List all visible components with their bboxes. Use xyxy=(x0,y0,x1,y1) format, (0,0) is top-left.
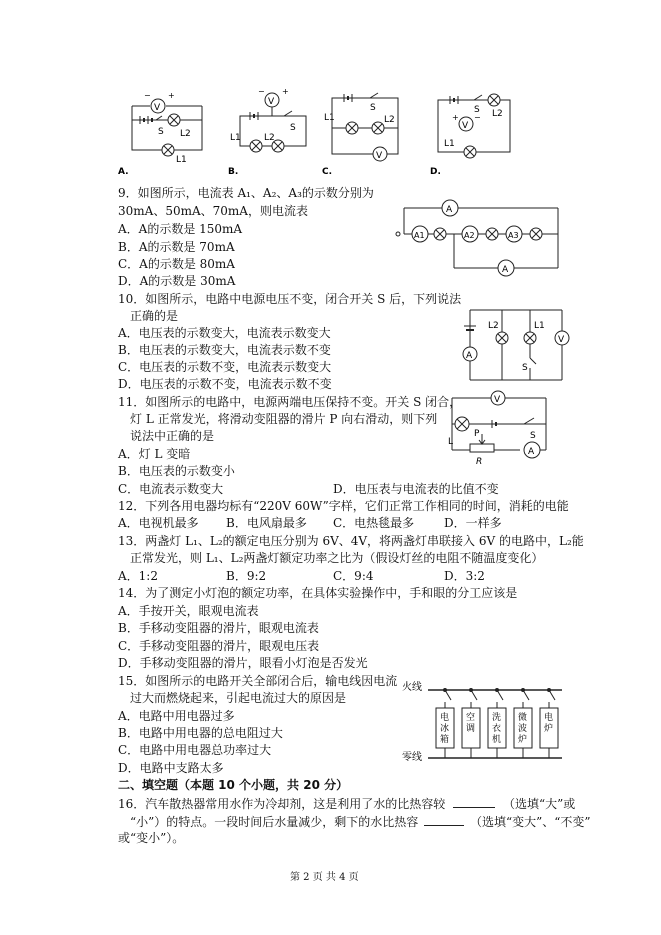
q9-figure xyxy=(398,196,568,276)
svg-text:−: − xyxy=(144,91,151,100)
q8a-label-l2: L2 xyxy=(180,129,191,139)
q9-meter-a-bottom: A xyxy=(502,265,509,275)
q15-line2: 过大而燃烧起来，引起电流过大的原因是 xyxy=(130,691,347,705)
q8a-label-l1: L1 xyxy=(176,155,187,165)
q13-option-c: C．9:4 xyxy=(333,569,374,583)
q11-label-r: R xyxy=(476,457,483,467)
q8-figure-c xyxy=(322,88,414,178)
q15-appliance-char: 电 xyxy=(440,713,450,723)
q10-option-a: A．电压表的示数变大，电流表示数变大 xyxy=(118,326,331,340)
q10-label-v: V xyxy=(558,335,565,345)
q10-figure xyxy=(456,304,576,384)
q11-label-a: A xyxy=(528,447,535,457)
q15-fire-line-label: 火线 xyxy=(402,682,422,693)
q8a-option-label: A. xyxy=(118,167,129,177)
q11-option-d: D．电压表与电流表的比值不变 xyxy=(333,482,499,496)
q16-blank-1[interactable] xyxy=(453,795,495,808)
q13-line1: 13．两盏灯 L₁、L₂的额定电压分别为 6V、4V，将两盏灯串联接入 6V 的电路中，L₂能 xyxy=(118,534,584,548)
q15-appliance xyxy=(488,688,506,758)
q15-neutral-line-label: 零线 xyxy=(402,752,422,763)
q10-label-l1: L1 xyxy=(534,321,545,331)
q8c-option-label: C. xyxy=(322,167,333,177)
q15-appliance-char: 箱 xyxy=(440,735,450,745)
svg-text:+: + xyxy=(168,91,175,100)
q14-option-a: A．手按开关，眼观电流表 xyxy=(118,604,259,618)
q16-blank-2[interactable] xyxy=(424,813,464,826)
q15-figure xyxy=(396,676,566,768)
q10-line2: 正确的是 xyxy=(130,309,179,323)
q10-option-b: B．电压表的示数变大，电流表示数不变 xyxy=(118,343,331,357)
q15-appliance-char: 空 xyxy=(466,713,476,723)
q8c-label-v: V xyxy=(376,151,383,161)
q8d-label-l1: L1 xyxy=(444,139,455,149)
q15-appliance-char: 洗 xyxy=(492,713,502,723)
q8d-label-s: S xyxy=(474,105,480,115)
q9-meter-a1: A1 xyxy=(414,231,425,240)
q9-meter-a-top: A xyxy=(446,205,453,215)
q8-figure-d xyxy=(430,88,522,178)
q8d-label-l2: L2 xyxy=(492,109,503,119)
q10-label-l2: L2 xyxy=(488,321,499,331)
q12-option-b: B．电风扇最多 xyxy=(226,516,307,530)
q9-option-b: B．A的示数是 70mA xyxy=(118,240,235,254)
q12-line1: 12．下列各用电器均标有“220V 60W”字样，它们正常工作相同的时间，消耗的电能 xyxy=(118,499,569,513)
q15-option-d: D．电路中支路太多 xyxy=(118,761,224,775)
q15-appliance-char: 机 xyxy=(492,735,502,745)
q15-appliance-char: 电 xyxy=(544,713,554,723)
q12-option-c: C．电热毯最多 xyxy=(333,516,415,530)
q15-appliance xyxy=(462,688,480,758)
q14-option-d: D．手移动变阻器的滑片，眼看小灯泡是否发光 xyxy=(118,656,368,670)
q12-option-a: A．电视机最多 xyxy=(118,516,199,530)
q8d-option-label: D. xyxy=(430,167,441,177)
svg-text:+: + xyxy=(282,87,289,96)
q13-line2: 正常发光，则 L₁、L₂两盏灯额定功率之比为（假设灯丝的电阻不随温度变化） xyxy=(130,551,544,565)
q15-appliance xyxy=(514,688,532,758)
q9-option-a: A．A的示数是 150mA xyxy=(118,222,243,236)
q8b-label-l1: L1 xyxy=(230,133,241,143)
q9-option-c: C．A的示数是 80mA xyxy=(118,257,235,271)
q15-appliance xyxy=(540,688,558,758)
q9-meter-a2: A2 xyxy=(464,231,475,240)
page-footer: 第 2 页 共 4 页 xyxy=(290,872,359,883)
q9-line2: 30mA、50mA、70mA，则电流表 xyxy=(118,204,308,218)
q15-appliance-char: 调 xyxy=(466,724,476,734)
svg-text:−: − xyxy=(474,113,481,122)
q16-line1-text-a: 16．汽车散热器常用水作为冷却剂，这是利用了水的比热容较 xyxy=(118,797,446,811)
q15-option-c: C．电路中用电器总功率过大 xyxy=(118,743,272,757)
q8d-label-v: V xyxy=(462,121,469,131)
q8b-label-l2: L2 xyxy=(264,133,275,143)
q15-option-b: B．电路中用电器的总电阻过大 xyxy=(118,726,283,740)
q11-option-a: A．灯 L 变暗 xyxy=(118,447,191,461)
q15-appliance xyxy=(436,688,454,758)
q11-option-b: B．电压表的示数变小 xyxy=(118,464,235,478)
q11-option-c: C．电流表示数变大 xyxy=(118,482,224,496)
q8b-label-s: S xyxy=(290,123,296,133)
q9-option-d: D．A的示数是 30mA xyxy=(118,274,236,288)
q13-option-d: D．3:2 xyxy=(444,569,485,583)
q8b-option-label: B. xyxy=(228,167,239,177)
q11-label-s: S xyxy=(530,431,536,441)
q10-label-a: A xyxy=(466,351,473,361)
q10-line1: 10．如图所示，电路中电源电压不变，闭合开关 S 后，下列说法 xyxy=(118,292,462,306)
q8c-label-l2: L2 xyxy=(384,115,395,125)
q10-label-s: S xyxy=(522,363,528,373)
q15-appliance-char: 冰 xyxy=(440,724,450,734)
q8a-label-v: V xyxy=(154,103,161,113)
q11-figure xyxy=(440,384,560,470)
q15-appliance-char: 衣 xyxy=(492,724,502,734)
q15-appliance-char: 炉 xyxy=(518,735,528,745)
q14-option-b: B．手移动变阻器的滑片，眼观电流表 xyxy=(118,621,319,635)
q8c-label-s: S xyxy=(370,103,376,113)
q11-label-p: P xyxy=(474,429,480,439)
q14-line1: 14．为了测定小灯泡的额定功率，在具体实验操作中，手和眼的分工应该是 xyxy=(118,586,518,600)
q15-option-a: A．电路中用电器过多 xyxy=(118,709,235,723)
q11-label-v: V xyxy=(494,395,501,405)
q16-line2-text-b: （选填“变大”、“不变” xyxy=(469,815,591,829)
svg-text:+: + xyxy=(452,113,459,122)
section2-title: 二、填空题（本题 10 个小题，共 20 分） xyxy=(118,778,349,792)
q13-option-b: B．9:2 xyxy=(226,569,267,583)
svg-text:−: − xyxy=(258,87,265,96)
q14-option-c: C．手移动变阻器的滑片，眼观电压表 xyxy=(118,639,320,653)
q13-option-a: A．1:2 xyxy=(118,569,158,583)
q8a-label-s: S xyxy=(158,127,164,137)
q9-meter-a3: A3 xyxy=(508,231,519,240)
q8b-label-v: V xyxy=(268,97,275,107)
q15-appliance-char: 炉 xyxy=(544,724,554,734)
q15-line1: 15．如图所示的电路开关全部闭合后，输电线因电流 xyxy=(118,674,398,688)
q16-line1-text-b: （选填“大”或 xyxy=(502,797,576,811)
q16-line2 xyxy=(130,813,590,831)
q10-option-c: C．电压表的示数不变，电流表示数变大 xyxy=(118,360,332,374)
q11-line1: 11．如图所示的电路中，电源两端电压保持不变。开关 S 闭合， xyxy=(118,395,462,409)
q8-figure-b xyxy=(228,88,320,178)
q8-figure-a xyxy=(118,88,210,178)
q16-line1 xyxy=(118,795,575,813)
q15-appliance-char: 波 xyxy=(518,724,528,734)
q12-option-d: D．一样多 xyxy=(444,516,502,530)
q11-line2: 灯 L 正常发光，将滑动变阻器的滑片 P 向右滑动，则下列 xyxy=(130,412,438,426)
q8c-label-l1: L1 xyxy=(324,113,335,123)
q11-line3: 说法中正确的是 xyxy=(130,429,215,443)
q9-line1: 9．如图所示，电流表 A₁、A₂、A₃的示数分别为 xyxy=(118,186,374,200)
q16-line3: 或“变小”）。 xyxy=(118,831,185,845)
q15-appliance-char: 微 xyxy=(518,713,528,723)
q11-label-l: L xyxy=(448,437,454,447)
q10-option-d: D．电压表的示数不变，电流表示数不变 xyxy=(118,377,332,391)
q16-line2-text-a: “小”）的特点。一段时间后水量减少，剩下的水比热容 xyxy=(130,815,419,829)
